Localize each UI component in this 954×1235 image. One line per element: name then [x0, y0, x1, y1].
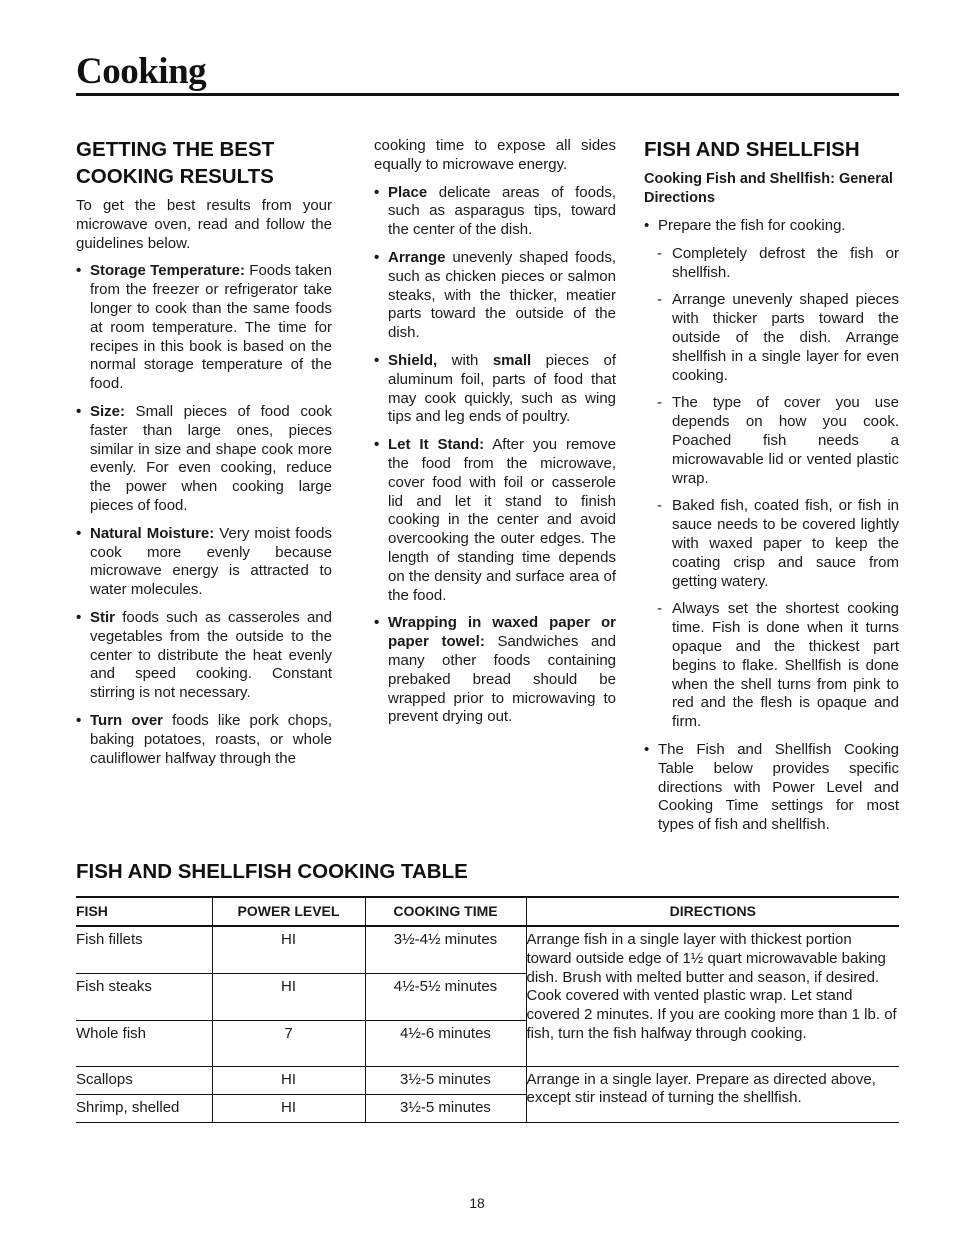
list-item: • Prepare the fish for cooking.: [644, 217, 846, 234]
table-row: [76, 1066, 899, 1094]
list-item: - Always set the shortest cooking time. Fish is done when it turns opaque and the thickest part begins to flake. Shellfish is done when the shell turns from pink to red and the flesh is opaque and firm.: [657, 600, 899, 731]
column-getting-best-results: [76, 136, 332, 777]
cell-fish: Shrimp, shelled: [76, 1094, 212, 1122]
column-header-directions: DIRECTIONS: [526, 897, 899, 926]
cooking-table: [76, 896, 899, 1123]
column-header-power-level: POWER LEVEL: [212, 897, 365, 926]
list-item: • The Fish and Shellfish Cooking Table below provides specific directions with Power Level and Cooking Time settings for most types of fish and shellfish.: [644, 740, 899, 834]
list-item: • Natural Moisture: Very moist foods cook more evenly because microwave energy is attracted to water molecules.: [76, 524, 332, 599]
cell-cooking-time: 3½-4½ minutes: [365, 926, 526, 973]
cell-power-level: HI: [212, 973, 365, 1020]
cell-cooking-time: 4½-5½ minutes: [365, 973, 526, 1020]
intro-paragraph: To get the best results from your microwave oven, read and follow the guidelines below.: [76, 197, 332, 252]
list-item: • Storage Temperature: Foods taken from the freezer or refrigerator take longer to cook than the same foods at room temperature. The time for recipes in this book is based on the normal storage temperature of the food.: [76, 262, 332, 393]
column-header-fish: FISH: [76, 897, 212, 926]
list-item: • Stir foods such as casseroles and vegetables from the outside to the center to distribute the heat evenly and speed cooking. Constant stirring is not necessary.: [76, 608, 332, 702]
cell-fish: Whole fish: [76, 1020, 212, 1066]
column-fish-and-shellfish: [644, 136, 899, 844]
list-item: • Let It Stand: After you remove the food from the microwave, cover food with foil or casserole lid and let it stand to finish cooking in the center and avoid overcooking the outer edges. The length of standing time depends on the density and surface area of the food.: [374, 436, 616, 604]
cell-power-level: HI: [212, 1094, 365, 1122]
cell-fish: Fish fillets: [76, 931, 143, 948]
column-continued-tips: [374, 137, 616, 736]
list-item: - Arrange unevenly shaped pieces with thicker parts toward the outside of the dish. Arrange shellfish in a single layer for even cooking.: [657, 291, 899, 384]
cell-power-level: HI: [212, 1066, 365, 1094]
cell-fish: Scallops: [76, 1066, 212, 1094]
column-header-cooking-time: COOKING TIME: [365, 897, 526, 926]
cell-cooking-time: 3½-5 minutes: [365, 1094, 526, 1122]
page-title: Cooking: [76, 51, 207, 92]
table-row: [76, 926, 899, 973]
title-divider: [76, 93, 899, 96]
cell-fish: Fish steaks: [76, 973, 212, 1020]
table-title: FISH AND SHELLFISH COOKING TABLE: [76, 860, 468, 883]
list-item: • Shield, with small pieces of aluminum foil, parts of food that may cook quickly, such as wing tips and leg ends of poultry.: [374, 351, 616, 426]
cell-power-level: 7: [212, 1020, 365, 1066]
continued-paragraph: cooking time to expose all sides equally to microwave energy.: [374, 137, 616, 173]
cell-directions-shellfish: Arrange in a single layer. Prepare as directed above, except stir instead of turning the shellfish.: [526, 1066, 899, 1122]
list-item: • Wrapping in waxed paper or paper towel: Sandwiches and many other foods containing prebaked bread should be wrapped prior to microwaving to prevent drying out.: [374, 614, 616, 726]
page-number: 18: [469, 1195, 485, 1211]
list-item: - Baked fish, coated fish, or fish in sauce needs to be covered lightly with waxed paper to keep the coating crisp and sauce from getting watery.: [657, 497, 899, 590]
list-item: • Place delicate areas of foods, such as asparagus tips, toward the center of the dish.: [374, 183, 616, 239]
subheading-general-directions: Cooking Fish and Shellfish: General Directions: [644, 171, 893, 206]
cell-directions-fish: Arrange fish in a single layer with thickest portion toward outside edge of 1½ quart microwavable baking dish. Brush with melted butter and season, if desired. Cook covered with vented plastic wrap. Let stand covered 2 minutes. If you are cooking more than 1 lb. of fish, turn the fish halfway through cooking.: [526, 926, 899, 1066]
list-item: • Size: Small pieces of food cook faster than large ones, pieces similar in size and shape cook more evenly. For even cooking, reduce the power when cooking large pieces of food.: [76, 402, 332, 514]
table-header-row: [76, 897, 899, 926]
section-heading-fish-and-shellfish: FISH AND SHELLFISH: [644, 138, 860, 161]
section-heading-getting-best-results: GETTING THE BEST COOKING RESULTS: [76, 138, 275, 188]
cell-power-level: HI: [212, 926, 365, 973]
list-item: • Arrange unevenly shaped foods, such as chicken pieces or salmon steaks, with the thicker, meatier parts toward the outside of the dish.: [374, 248, 616, 342]
cell-cooking-time: 3½-5 minutes: [365, 1066, 526, 1094]
list-item: - The type of cover you use depends on how you cook. Poached fish needs a microwavable lid or vented plastic wrap.: [657, 394, 899, 487]
list-item: - Completely defrost the fish or shellfish.: [657, 244, 899, 281]
cell-cooking-time: 4½-6 minutes: [365, 1020, 526, 1066]
list-item: • Turn over foods like pork chops, baking potatoes, roasts, or whole cauliflower halfway through the: [76, 711, 332, 767]
